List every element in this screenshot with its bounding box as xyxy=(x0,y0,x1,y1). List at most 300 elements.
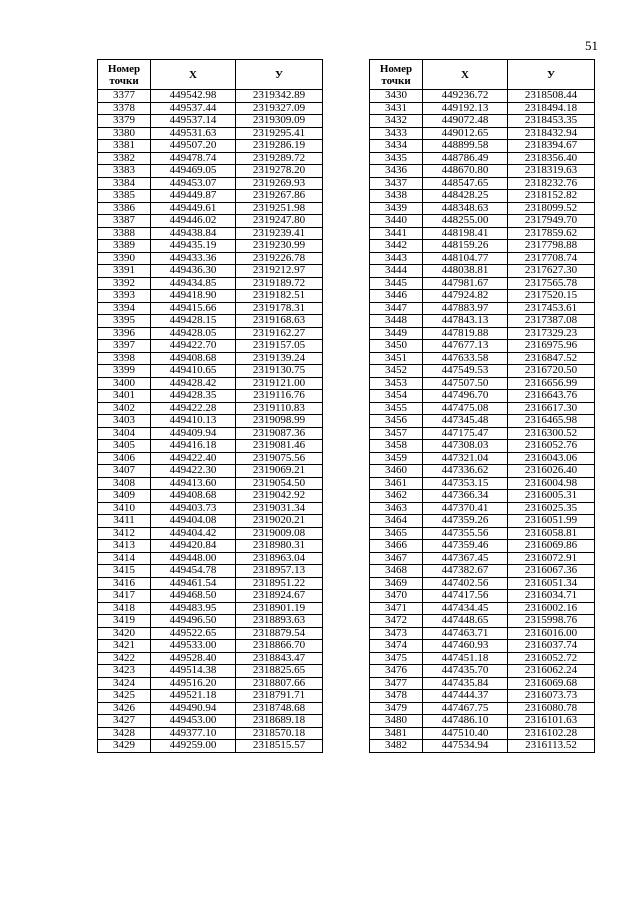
y-coordinate-cell: 2319230.99 xyxy=(236,240,323,253)
table-row xyxy=(370,515,595,528)
point-number-cell: 3455 xyxy=(370,402,423,415)
x-coordinate-cell: 447370.41 xyxy=(423,502,508,515)
table-row xyxy=(370,415,595,428)
point-number-cell: 3385 xyxy=(98,190,151,203)
x-coordinate-cell: 449428.05 xyxy=(151,327,236,340)
x-coordinate-cell: 447353.15 xyxy=(423,477,508,490)
coordinates-table-left xyxy=(97,59,323,753)
table-row xyxy=(370,240,595,253)
table-row xyxy=(370,102,595,115)
x-coordinate-cell: 449422.28 xyxy=(151,402,236,415)
point-number-cell: 3433 xyxy=(370,127,423,140)
point-number-cell: 3475 xyxy=(370,652,423,665)
y-coordinate-cell: 2319075.56 xyxy=(236,452,323,465)
point-number-cell: 3482 xyxy=(370,740,423,753)
point-number-cell: 3446 xyxy=(370,290,423,303)
point-number-cell: 3427 xyxy=(98,715,151,728)
table-row xyxy=(370,377,595,390)
x-coordinate-cell: 447510.40 xyxy=(423,727,508,740)
x-coordinate-cell: 447496.70 xyxy=(423,390,508,403)
point-number-cell: 3454 xyxy=(370,390,423,403)
point-number-cell: 3445 xyxy=(370,277,423,290)
point-number-cell: 3402 xyxy=(98,402,151,415)
table-row xyxy=(98,240,323,253)
point-number-cell: 3429 xyxy=(98,740,151,753)
point-number-cell: 3449 xyxy=(370,327,423,340)
table-row xyxy=(370,327,595,340)
point-number-cell: 3428 xyxy=(98,727,151,740)
table-row xyxy=(98,90,323,103)
x-coordinate-cell: 449410.13 xyxy=(151,415,236,428)
y-coordinate-cell: 2318099.52 xyxy=(508,202,595,215)
x-coordinate-cell: 447843.13 xyxy=(423,315,508,328)
point-number-cell: 3398 xyxy=(98,352,151,365)
table-row xyxy=(98,665,323,678)
x-coordinate-cell: 447321.04 xyxy=(423,452,508,465)
x-coordinate-cell: 447460.93 xyxy=(423,640,508,653)
y-coordinate-cell: 2319309.09 xyxy=(236,115,323,128)
x-coordinate-cell: 449410.65 xyxy=(151,365,236,378)
table-row xyxy=(370,702,595,715)
point-number-cell: 3430 xyxy=(370,90,423,103)
point-number-cell: 3418 xyxy=(98,602,151,615)
x-header: X xyxy=(423,60,508,90)
table-row xyxy=(98,252,323,265)
x-coordinate-cell: 449454.78 xyxy=(151,565,236,578)
x-coordinate-cell: 449422.40 xyxy=(151,452,236,465)
point-number-cell: 3437 xyxy=(370,177,423,190)
point-number-cell: 3466 xyxy=(370,540,423,553)
point-number-cell: 3447 xyxy=(370,302,423,315)
x-coordinate-cell: 449428.15 xyxy=(151,315,236,328)
table-row xyxy=(370,677,595,690)
table-row xyxy=(98,290,323,303)
point-number-cell: 3377 xyxy=(98,90,151,103)
x-coordinate-cell: 449522.65 xyxy=(151,627,236,640)
table-row xyxy=(98,352,323,365)
point-number-cell: 3434 xyxy=(370,140,423,153)
y-coordinate-cell: 2319031.34 xyxy=(236,502,323,515)
x-coordinate-cell: 449428.35 xyxy=(151,390,236,403)
table-row xyxy=(98,527,323,540)
x-coordinate-cell: 447359.26 xyxy=(423,515,508,528)
x-coordinate-cell: 449418.90 xyxy=(151,290,236,303)
y-coordinate-cell: 2319130.75 xyxy=(236,365,323,378)
x-coordinate-cell: 447981.67 xyxy=(423,277,508,290)
y-coordinate-cell: 2318901.19 xyxy=(236,602,323,615)
x-coordinate-cell: 449434.85 xyxy=(151,277,236,290)
table-row xyxy=(370,215,595,228)
table-row xyxy=(98,602,323,615)
x-coordinate-cell: 449072.48 xyxy=(423,115,508,128)
table-row xyxy=(370,590,595,603)
point-number-cell: 3404 xyxy=(98,427,151,440)
y-coordinate-cell: 2316052.72 xyxy=(508,652,595,665)
x-coordinate-cell: 447355.56 xyxy=(423,527,508,540)
y-coordinate-cell: 2315998.76 xyxy=(508,615,595,628)
point-number-cell: 3384 xyxy=(98,177,151,190)
x-coordinate-cell: 447359.46 xyxy=(423,540,508,553)
point-number-cell: 3386 xyxy=(98,202,151,215)
x-coordinate-cell: 447507.50 xyxy=(423,377,508,390)
point-number-cell: 3421 xyxy=(98,640,151,653)
y-header: У xyxy=(236,60,323,90)
y-coordinate-cell: 2319226.78 xyxy=(236,252,323,265)
y-coordinate-cell: 2316073.73 xyxy=(508,690,595,703)
point-number-cell: 3448 xyxy=(370,315,423,328)
point-number-cell: 3479 xyxy=(370,702,423,715)
table-row xyxy=(98,640,323,653)
x-coordinate-cell: 448159.26 xyxy=(423,240,508,253)
y-coordinate-cell: 2316080.78 xyxy=(508,702,595,715)
y-coordinate-cell: 2316034.71 xyxy=(508,590,595,603)
y-coordinate-cell: 2318748.68 xyxy=(236,702,323,715)
x-coordinate-cell: 447677.13 xyxy=(423,340,508,353)
x-coordinate-cell: 449449.61 xyxy=(151,202,236,215)
table-header-row xyxy=(98,60,323,90)
x-coordinate-cell: 449415.66 xyxy=(151,302,236,315)
y-coordinate-cell: 2318791.71 xyxy=(236,690,323,703)
x-coordinate-cell: 449496.50 xyxy=(151,615,236,628)
x-coordinate-cell: 448670.80 xyxy=(423,165,508,178)
y-coordinate-cell: 2319269.93 xyxy=(236,177,323,190)
table-row xyxy=(370,352,595,365)
table-row xyxy=(98,390,323,403)
y-coordinate-cell: 2319182.51 xyxy=(236,290,323,303)
table-row xyxy=(98,490,323,503)
x-coordinate-cell: 447367.45 xyxy=(423,552,508,565)
table-row xyxy=(370,565,595,578)
x-coordinate-cell: 449483.95 xyxy=(151,602,236,615)
table-row xyxy=(370,140,595,153)
point-number-cell: 3417 xyxy=(98,590,151,603)
x-coordinate-cell: 447819.88 xyxy=(423,327,508,340)
x-coordinate-cell: 449537.14 xyxy=(151,115,236,128)
y-coordinate-cell: 2318356.40 xyxy=(508,152,595,165)
table-row xyxy=(370,652,595,665)
point-number-cell: 3424 xyxy=(98,677,151,690)
x-coordinate-cell: 449428.42 xyxy=(151,377,236,390)
table-row xyxy=(370,527,595,540)
y-coordinate-cell: 2317708.74 xyxy=(508,252,595,265)
y-coordinate-cell: 2319267.86 xyxy=(236,190,323,203)
table-row xyxy=(98,327,323,340)
y-coordinate-cell: 2318432.94 xyxy=(508,127,595,140)
table-row xyxy=(370,165,595,178)
x-coordinate-cell: 449449.87 xyxy=(151,190,236,203)
table-row xyxy=(98,302,323,315)
y-coordinate-cell: 2319251.98 xyxy=(236,202,323,215)
y-coordinate-cell: 2316643.76 xyxy=(508,390,595,403)
table-row xyxy=(98,402,323,415)
y-coordinate-cell: 2316051.34 xyxy=(508,577,595,590)
table-row xyxy=(370,427,595,440)
table-row xyxy=(98,415,323,428)
point-number-cell: 3414 xyxy=(98,552,151,565)
table-row xyxy=(370,302,595,315)
table-row xyxy=(98,177,323,190)
x-coordinate-cell: 449420.84 xyxy=(151,540,236,553)
point-number-cell: 3412 xyxy=(98,527,151,540)
y-coordinate-cell: 2316052.76 xyxy=(508,440,595,453)
y-coordinate-cell: 2318825.65 xyxy=(236,665,323,678)
table-row xyxy=(98,515,323,528)
point-number-header xyxy=(98,60,151,90)
table-row xyxy=(370,90,595,103)
y-coordinate-cell: 2319054.50 xyxy=(236,477,323,490)
x-coordinate-cell: 449404.42 xyxy=(151,527,236,540)
point-number-cell: 3467 xyxy=(370,552,423,565)
x-coordinate-cell: 447435.84 xyxy=(423,677,508,690)
point-number-cell: 3403 xyxy=(98,415,151,428)
point-number-cell: 3380 xyxy=(98,127,151,140)
x-coordinate-cell: 449438.84 xyxy=(151,227,236,240)
y-coordinate-cell: 2319081.46 xyxy=(236,440,323,453)
table-row xyxy=(98,152,323,165)
x-coordinate-cell: 447175.47 xyxy=(423,427,508,440)
y-coordinate-cell: 2317565.78 xyxy=(508,277,595,290)
x-coordinate-cell: 447883.97 xyxy=(423,302,508,315)
point-number-cell: 3413 xyxy=(98,540,151,553)
table-row xyxy=(370,177,595,190)
x-coordinate-cell: 447434.45 xyxy=(423,602,508,615)
table-row xyxy=(98,540,323,553)
table-row xyxy=(98,115,323,128)
point-number-cell: 3452 xyxy=(370,365,423,378)
y-coordinate-cell: 2319212.97 xyxy=(236,265,323,278)
x-coordinate-cell: 448547.65 xyxy=(423,177,508,190)
table-body-left xyxy=(98,90,323,753)
y-coordinate-cell: 2319247.80 xyxy=(236,215,323,228)
x-coordinate-cell: 449012.65 xyxy=(423,127,508,140)
table-row xyxy=(370,252,595,265)
y-coordinate-cell: 2316004.98 xyxy=(508,477,595,490)
table-row xyxy=(98,102,323,115)
y-coordinate-cell: 2319189.72 xyxy=(236,277,323,290)
table-row xyxy=(98,715,323,728)
point-number-cell: 3388 xyxy=(98,227,151,240)
point-number-cell: 3401 xyxy=(98,390,151,403)
y-coordinate-cell: 2316037.74 xyxy=(508,640,595,653)
x-coordinate-cell: 449413.60 xyxy=(151,477,236,490)
point-number-cell: 3458 xyxy=(370,440,423,453)
point-number-cell: 3435 xyxy=(370,152,423,165)
y-coordinate-cell: 2317949.70 xyxy=(508,215,595,228)
point-number-cell: 3379 xyxy=(98,115,151,128)
point-number-header-line2: точки xyxy=(381,74,411,87)
point-number-cell: 3456 xyxy=(370,415,423,428)
y-coordinate-cell: 2316617.30 xyxy=(508,402,595,415)
table-row xyxy=(98,427,323,440)
table-header-row xyxy=(370,60,595,90)
point-number-cell: 3396 xyxy=(98,327,151,340)
table-row xyxy=(370,227,595,240)
y-coordinate-cell: 2319295.41 xyxy=(236,127,323,140)
x-coordinate-cell: 448255.00 xyxy=(423,215,508,228)
point-number-cell: 3390 xyxy=(98,252,151,265)
table-row xyxy=(370,640,595,653)
x-coordinate-cell: 449453.07 xyxy=(151,177,236,190)
y-coordinate-cell: 2319069.21 xyxy=(236,465,323,478)
y-coordinate-cell: 2316102.28 xyxy=(508,727,595,740)
x-coordinate-cell: 449422.30 xyxy=(151,465,236,478)
point-number-cell: 3443 xyxy=(370,252,423,265)
y-coordinate-cell: 2316062.24 xyxy=(508,665,595,678)
y-coordinate-cell: 2316069.68 xyxy=(508,677,595,690)
table-row xyxy=(370,690,595,703)
y-coordinate-cell: 2316005.31 xyxy=(508,490,595,503)
point-number-cell: 3422 xyxy=(98,652,151,665)
point-number-cell: 3441 xyxy=(370,227,423,240)
point-number-cell: 3387 xyxy=(98,215,151,228)
y-coordinate-cell: 2319168.63 xyxy=(236,315,323,328)
x-coordinate-cell: 447444.37 xyxy=(423,690,508,703)
y-coordinate-cell: 2319020.21 xyxy=(236,515,323,528)
point-number-cell: 3423 xyxy=(98,665,151,678)
point-number-cell: 3438 xyxy=(370,190,423,203)
table-row xyxy=(98,315,323,328)
y-coordinate-cell: 2317798.88 xyxy=(508,240,595,253)
y-coordinate-cell: 2319009.08 xyxy=(236,527,323,540)
point-number-cell: 3389 xyxy=(98,240,151,253)
table-row xyxy=(98,552,323,565)
y-coordinate-cell: 2319342.89 xyxy=(236,90,323,103)
point-number-cell: 3425 xyxy=(98,690,151,703)
x-coordinate-cell: 447382.67 xyxy=(423,565,508,578)
table-row xyxy=(370,440,595,453)
y-coordinate-cell: 2316043.06 xyxy=(508,452,595,465)
point-number-cell: 3470 xyxy=(370,590,423,603)
y-coordinate-cell: 2318893.63 xyxy=(236,615,323,628)
x-coordinate-cell: 447451.18 xyxy=(423,652,508,665)
table-row xyxy=(370,127,595,140)
table-row xyxy=(370,190,595,203)
y-coordinate-cell: 2317329.23 xyxy=(508,327,595,340)
point-number-cell: 3442 xyxy=(370,240,423,253)
x-coordinate-cell: 449469.05 xyxy=(151,165,236,178)
x-coordinate-cell: 447633.58 xyxy=(423,352,508,365)
y-coordinate-cell: 2318879.54 xyxy=(236,627,323,640)
y-coordinate-cell: 2318232.76 xyxy=(508,177,595,190)
point-number-cell: 3478 xyxy=(370,690,423,703)
point-number-cell: 3392 xyxy=(98,277,151,290)
x-coordinate-cell: 447308.03 xyxy=(423,440,508,453)
point-number-cell: 3481 xyxy=(370,727,423,740)
page-number: 51 xyxy=(585,38,598,53)
x-coordinate-cell: 448198.41 xyxy=(423,227,508,240)
table-row xyxy=(370,740,595,753)
x-coordinate-cell: 447435.70 xyxy=(423,665,508,678)
point-number-cell: 3378 xyxy=(98,102,151,115)
y-coordinate-cell: 2316026.40 xyxy=(508,465,595,478)
point-number-cell: 3406 xyxy=(98,452,151,465)
x-coordinate-cell: 447345.48 xyxy=(423,415,508,428)
point-number-cell: 3410 xyxy=(98,502,151,515)
x-coordinate-cell: 449478.74 xyxy=(151,152,236,165)
y-coordinate-cell: 2318508.44 xyxy=(508,90,595,103)
y-coordinate-cell: 2316465.98 xyxy=(508,415,595,428)
point-number-cell: 3468 xyxy=(370,565,423,578)
y-coordinate-cell: 2319157.05 xyxy=(236,340,323,353)
y-coordinate-cell: 2316025.35 xyxy=(508,502,595,515)
y-coordinate-cell: 2317387.08 xyxy=(508,315,595,328)
y-coordinate-cell: 2316072.91 xyxy=(508,552,595,565)
table-row xyxy=(98,577,323,590)
point-number-cell: 3462 xyxy=(370,490,423,503)
x-coordinate-cell: 449542.98 xyxy=(151,90,236,103)
point-number-header-line1: Номер xyxy=(379,62,413,75)
point-number-cell: 3469 xyxy=(370,577,423,590)
point-number-cell: 3426 xyxy=(98,702,151,715)
y-coordinate-cell: 2318494.18 xyxy=(508,102,595,115)
y-coordinate-cell: 2316113.52 xyxy=(508,740,595,753)
x-coordinate-cell: 447417.56 xyxy=(423,590,508,603)
y-coordinate-cell: 2318807.66 xyxy=(236,677,323,690)
y-coordinate-cell: 2317520.15 xyxy=(508,290,595,303)
table-row xyxy=(98,690,323,703)
table-row xyxy=(98,190,323,203)
x-coordinate-cell: 447475.08 xyxy=(423,402,508,415)
y-coordinate-cell: 2316847.52 xyxy=(508,352,595,365)
table-row xyxy=(98,140,323,153)
x-coordinate-cell: 449446.02 xyxy=(151,215,236,228)
point-number-cell: 3450 xyxy=(370,340,423,353)
point-number-cell: 3405 xyxy=(98,440,151,453)
point-number-cell: 3420 xyxy=(98,627,151,640)
y-coordinate-cell: 2316058.81 xyxy=(508,527,595,540)
x-coordinate-cell: 448348.63 xyxy=(423,202,508,215)
table-row xyxy=(370,152,595,165)
table-row xyxy=(98,727,323,740)
y-coordinate-cell: 2318570.18 xyxy=(236,727,323,740)
table-row xyxy=(98,227,323,240)
table-row xyxy=(98,590,323,603)
point-number-cell: 3465 xyxy=(370,527,423,540)
x-coordinate-cell: 448899.58 xyxy=(423,140,508,153)
point-number-cell: 3464 xyxy=(370,515,423,528)
y-coordinate-cell: 2318394.67 xyxy=(508,140,595,153)
table-row xyxy=(98,740,323,753)
table-row xyxy=(98,165,323,178)
table-row xyxy=(98,440,323,453)
y-coordinate-cell: 2318924.67 xyxy=(236,590,323,603)
y-coordinate-cell: 2319110.83 xyxy=(236,402,323,415)
x-coordinate-cell: 449409.94 xyxy=(151,427,236,440)
x-header: X xyxy=(151,60,236,90)
x-coordinate-cell: 449403.73 xyxy=(151,502,236,515)
table-row xyxy=(98,502,323,515)
point-number-cell: 3461 xyxy=(370,477,423,490)
x-coordinate-cell: 447467.75 xyxy=(423,702,508,715)
point-number-cell: 3476 xyxy=(370,665,423,678)
point-number-cell: 3474 xyxy=(370,640,423,653)
y-coordinate-cell: 2316975.96 xyxy=(508,340,595,353)
table-row xyxy=(370,452,595,465)
table-row xyxy=(370,115,595,128)
y-coordinate-cell: 2319278.20 xyxy=(236,165,323,178)
point-number-header-line2: точки xyxy=(109,74,139,87)
x-coordinate-cell: 449516.20 xyxy=(151,677,236,690)
x-coordinate-cell: 449448.00 xyxy=(151,552,236,565)
x-coordinate-cell: 447549.53 xyxy=(423,365,508,378)
point-number-header-line1: Номер xyxy=(107,62,141,75)
table-row xyxy=(370,202,595,215)
point-number-cell: 3463 xyxy=(370,502,423,515)
x-coordinate-cell: 449461.54 xyxy=(151,577,236,590)
table-row xyxy=(98,627,323,640)
y-coordinate-cell: 2316051.99 xyxy=(508,515,595,528)
point-number-cell: 3457 xyxy=(370,427,423,440)
